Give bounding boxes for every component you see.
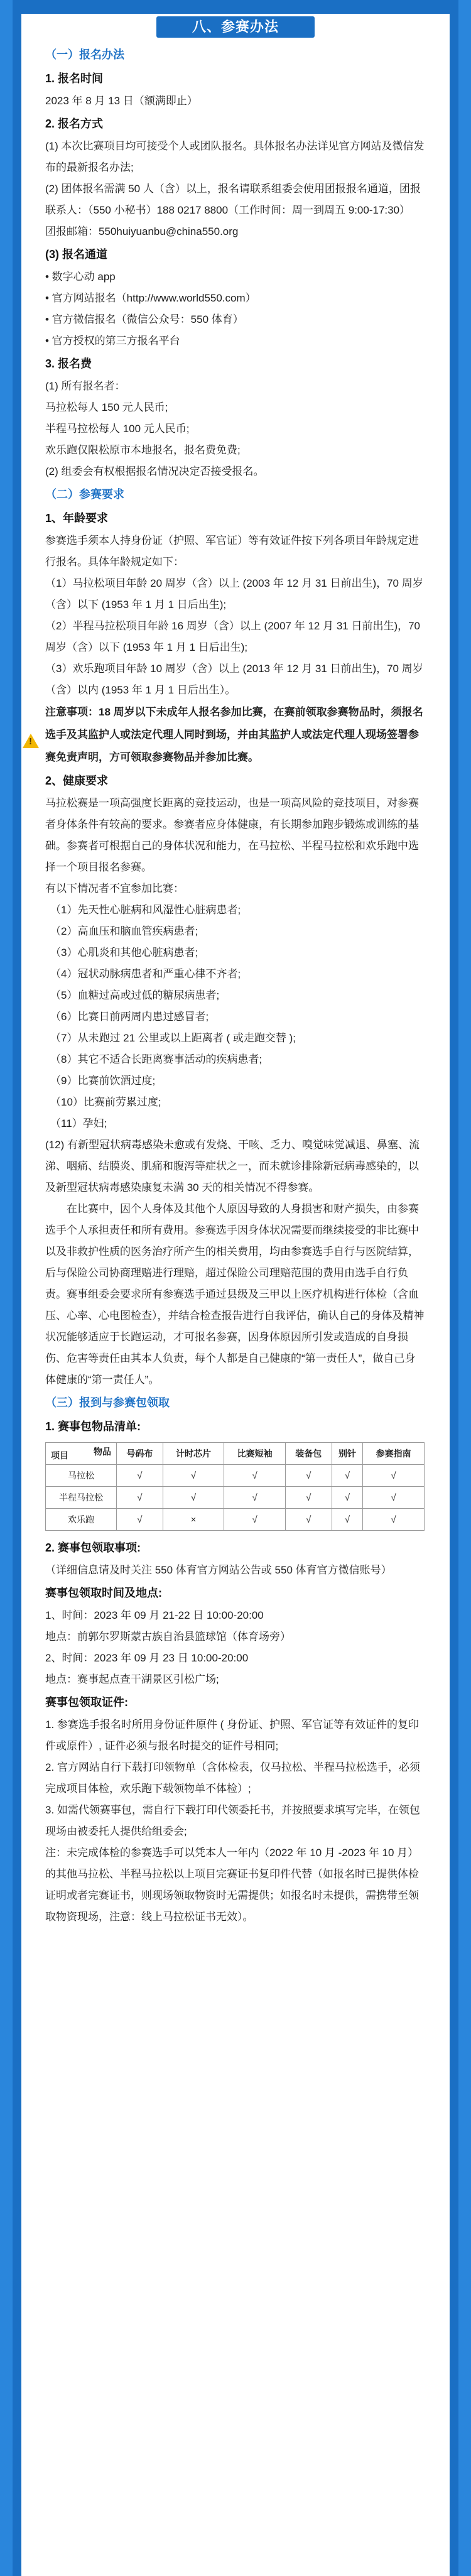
registration-method-1: (1) 本次比赛项目均可接受个人或团队报名。具体报名办法详见官方网站及微信发布的最新报名办法; <box>45 140 425 173</box>
pickup-heading: 赛事包领取时间及地点: <box>45 1587 162 1599</box>
kit-cell: √ <box>332 1487 363 1509</box>
kit-cell: √ <box>363 1509 425 1531</box>
health-item: （11）孕妇; <box>50 1117 107 1129</box>
kit-column-header: 号码布 <box>117 1443 163 1465</box>
kit-cell: √ <box>117 1509 163 1531</box>
kit-table <box>45 1442 425 1531</box>
section-kit-title: （三）报到与参赛包领取 <box>45 1396 170 1409</box>
kit-column-header: 别针 <box>332 1443 363 1465</box>
channel-item: • 官方授权的第三方报名平台 <box>45 335 180 347</box>
fee-intro: (1) 所有报名者： <box>45 380 126 392</box>
channel-item: • 官方微信报名（微信公众号：550 体育） <box>45 313 244 325</box>
age-rule-1: （1）马拉松项目年龄 20 周岁（含）以上 (2003 年 12 月 31 日前出生)，70 周岁（含）以下 (1953 年 1 月 1 日后出生); <box>45 577 423 611</box>
fee-note: (2) 组委会有权根据报名情况决定否接受报名。 <box>45 465 264 477</box>
pickup-proof-note: 注：未完成体检的参赛选手可以凭本人一年内（2022 年 10 月 -2023 年 10 月）的其他马拉松、半程马拉松以上项目完赛证书复印件代替（如报名时已提供体检证明或者完赛证书，则现场领取物资时无需提供；如报名时未提供，需携带至领取物资现场，注意：线上马拉松证书无效）。 <box>45 1847 419 1923</box>
fee-item: 半程马拉松每人 100 元人民币; <box>45 423 190 435</box>
kit-column-header: 计时芯片 <box>163 1443 224 1465</box>
health-item: （4）冠状动脉病患者和严重心律不齐者; <box>50 968 241 980</box>
section-banner: 八、参赛办法 <box>156 16 315 38</box>
pickup-location-2: 地点：赛事起点查干湖景区引松广场; <box>45 1673 219 1685</box>
kit-column-header: 参赛指南 <box>363 1443 425 1465</box>
corner-items-label: 物品 <box>94 1447 111 1457</box>
kit-cell: √ <box>117 1465 163 1487</box>
corner-events-label: 项目 <box>51 1450 68 1460</box>
kit-column-header: 装备包 <box>285 1443 332 1465</box>
registration-method-2: (2) 团体报名需满 50 人（含）以上，报名请联系组委会使用团报报名通道，团报联系人：（550 小秘书）188 0217 8800（工作时间：周一到周五 9:00-17:30） <box>45 183 421 216</box>
kit-cell: √ <box>363 1487 425 1509</box>
pickup-proof-3: 3. 如需代领赛事包，需自行下载打印代领委托书，并按照要求填写完毕，在领包现场由被委托人提供给组委会; <box>45 1804 420 1837</box>
section-registration-title: （一）报名办法 <box>45 48 124 61</box>
kit-table-header <box>46 1443 425 1465</box>
health-item: （10）比赛前劳累过度; <box>50 1096 161 1108</box>
kit-cell: √ <box>163 1465 224 1487</box>
kit-cell: √ <box>285 1509 332 1531</box>
section-requirements-title: （二）参赛要求 <box>45 488 124 501</box>
registration-time: 2023 年 8 月 13 日（额满即止） <box>45 95 198 107</box>
kit-cell: × <box>163 1509 224 1531</box>
age-rule-2: （2）半程马拉松项目年龄 16 周岁（含）以上 (2007 年 12 月 31 日前出生)，70 周岁（含）以下 (1953 年 1 月 1 日后出生); <box>45 620 421 653</box>
minor-notice-text: 注意事项：18 周岁以下未成年人报名参加比赛，在赛前领取参赛物品时，须报名选手及其监护人或法定代理人同时到场，并由其监护人或法定代理人现场签署参赛免责声明，方可领取参赛物品并参加比赛。 <box>45 706 423 763</box>
fee-item: 欢乐跑仅限松原市本地报名，报名费免费; <box>45 444 241 456</box>
registration-channel-heading: (3) 报名通道 <box>45 248 107 261</box>
minor-notice <box>45 701 425 769</box>
kit-column-header: 比赛短袖 <box>224 1443 286 1465</box>
health-item: （3）心肌炎和其他心脏病患者; <box>50 947 198 959</box>
kit-cell: √ <box>117 1487 163 1509</box>
health-item-12: (12) 有新型冠状病毒感染未愈或有发烧、干咳、乏力、嗅觉味觉减退、鼻塞、流涕、咽痛、结膜炎、肌痛和腹泻等症状之一，而未就诊排除新冠病毒感染的，以及新型冠状病毒感染康复未满 30 天的相关情况不得参赛。 <box>45 1139 420 1193</box>
health-item: （7）从未跑过 21 公里或以上距离者 ( 或走跑交替 ); <box>50 1032 296 1044</box>
health-item: （1）先天性心脏病和风湿性心脏病患者; <box>50 904 241 916</box>
health-list-heading: 有以下情况者不宜参加比赛： <box>45 883 184 894</box>
health-item: （6）比赛日前两周内患过感冒者; <box>50 1011 209 1023</box>
registration-method-heading: 2. 报名方式 <box>45 117 104 130</box>
kit-cell: √ <box>224 1509 286 1531</box>
liability-text: 在比赛中，因个人身体及其他个人原因导致的人身损害和财产损失，由参赛选手个人承担责任和所有费用。参赛选手因身体状况需要而继续接受的非比赛中以及非救护性质的医务治疗所产生的相关费用，均由参赛选手自行与医院结算，后与保险公司协商理赔进行理赔，超过保险公司理赔范围的费用由选手自行负责。赛事组委会要求所有参赛选手通过县级及三甲以上医疗机构进行体检（含血压、心率、心电图检查），并结合检查报告进行自我评估，确认自己的身体及精神状况能够适应于长跑运动，才可报名参赛，因身体原因所引发或造成的自身损伤、危害等责任由其本人负责，每个人都是自己健康的“第一责任人”，做自己身体健康的“第一责任人”。 <box>45 1203 425 1386</box>
health-item: （9）比赛前饮酒过度; <box>50 1075 156 1087</box>
pickup-proof-1: 1. 参赛选手报名时所用身份证件原件 ( 身份证、护照、军官证等有效证件的复印件或原件）, 证件必须与报名时提交的证件号相同; <box>45 1719 420 1752</box>
table-row <box>46 1509 425 1531</box>
pickup-time-1: 1、时间：2023 年 09 月 21-22 日 10:00-20:00 <box>45 1609 264 1621</box>
channel-item: • 数字心动 app <box>45 271 116 283</box>
kit-notice-heading: 2. 赛事包领取事项: <box>45 1541 141 1554</box>
kit-cell: √ <box>332 1465 363 1487</box>
age-rule-3: （3）欢乐跑项目年龄 10 周岁（含）以上 (2013 年 12 月 31 日前出生)，70 周岁（含）以内 (1953 年 1 月 1 日后出生）。 <box>45 663 423 696</box>
kit-table-corner <box>46 1443 117 1465</box>
pickup-proof-heading: 赛事包领取证件: <box>45 1696 128 1709</box>
kit-cell: √ <box>363 1465 425 1487</box>
team-email: 团报邮箱：550huiyuanbu@china550.org <box>45 226 239 237</box>
fee-item: 马拉松每人 150 元人民币; <box>45 401 168 413</box>
kit-row-label: 半程马拉松 <box>46 1487 117 1509</box>
kit-cell: √ <box>285 1465 332 1487</box>
pickup-location-1: 地点：前郭尔罗斯蒙古族自治县篮球馆（体育场旁） <box>45 1631 291 1643</box>
kit-notice: （详细信息请及时关注 550 体育官方网站公告或 550 体育官方微信账号） <box>45 1564 392 1576</box>
warning-icon <box>23 734 39 748</box>
kit-cell: √ <box>224 1465 286 1487</box>
content-card <box>21 14 450 2576</box>
registration-time-heading: 1. 报名时间 <box>45 72 104 85</box>
channel-item: • 官方网站报名（http://www.world550.com） <box>45 292 256 304</box>
kit-cell: √ <box>224 1487 286 1509</box>
kit-list-heading: 1. 赛事包物品清单: <box>45 1420 141 1433</box>
health-intro: 马拉松赛是一项高强度长距离的竞技运动，也是一项高风险的竞技项目，对参赛者身体条件有较高的要求。参赛者应身体健康，有长期参加跑步锻炼或训练的基础。参赛者可根据自己的身体状况和能力，在马拉松、半程马拉松和欢乐跑中选择一个项目报名参赛。 <box>45 797 419 873</box>
pickup-time-2: 2、时间：2023 年 09 月 23 日 10:00-20:00 <box>45 1652 249 1664</box>
table-row <box>46 1487 425 1509</box>
kit-cell: √ <box>285 1487 332 1509</box>
kit-cell: √ <box>332 1509 363 1531</box>
health-item: （5）血糖过高或过低的糖尿病患者; <box>50 989 220 1001</box>
kit-row-label: 马拉松 <box>46 1465 117 1487</box>
health-item: （2）高血压和脑血管疾病患者; <box>50 925 198 937</box>
health-heading: 2、健康要求 <box>45 774 109 787</box>
health-item: （8）其它不适合长距离赛事活动的疾病患者; <box>50 1053 263 1065</box>
age-intro: 参赛选手须本人持身份证（护照、军官证）等有效证件按下列各项目年龄规定进行报名。具体年龄规定如下： <box>45 535 419 568</box>
pickup-proof-2: 2. 官方网站自行下载打印领物单（含体检表，仅马拉松、半程马拉松选手，必须完成项目体检，欢乐跑下载领物单不体检）; <box>45 1761 420 1795</box>
kit-cell: √ <box>163 1487 224 1509</box>
table-row <box>46 1465 425 1487</box>
age-heading: 1、年龄要求 <box>45 512 109 524</box>
fee-heading: 3. 报名费 <box>45 357 92 370</box>
kit-row-label: 欢乐跑 <box>46 1509 117 1531</box>
